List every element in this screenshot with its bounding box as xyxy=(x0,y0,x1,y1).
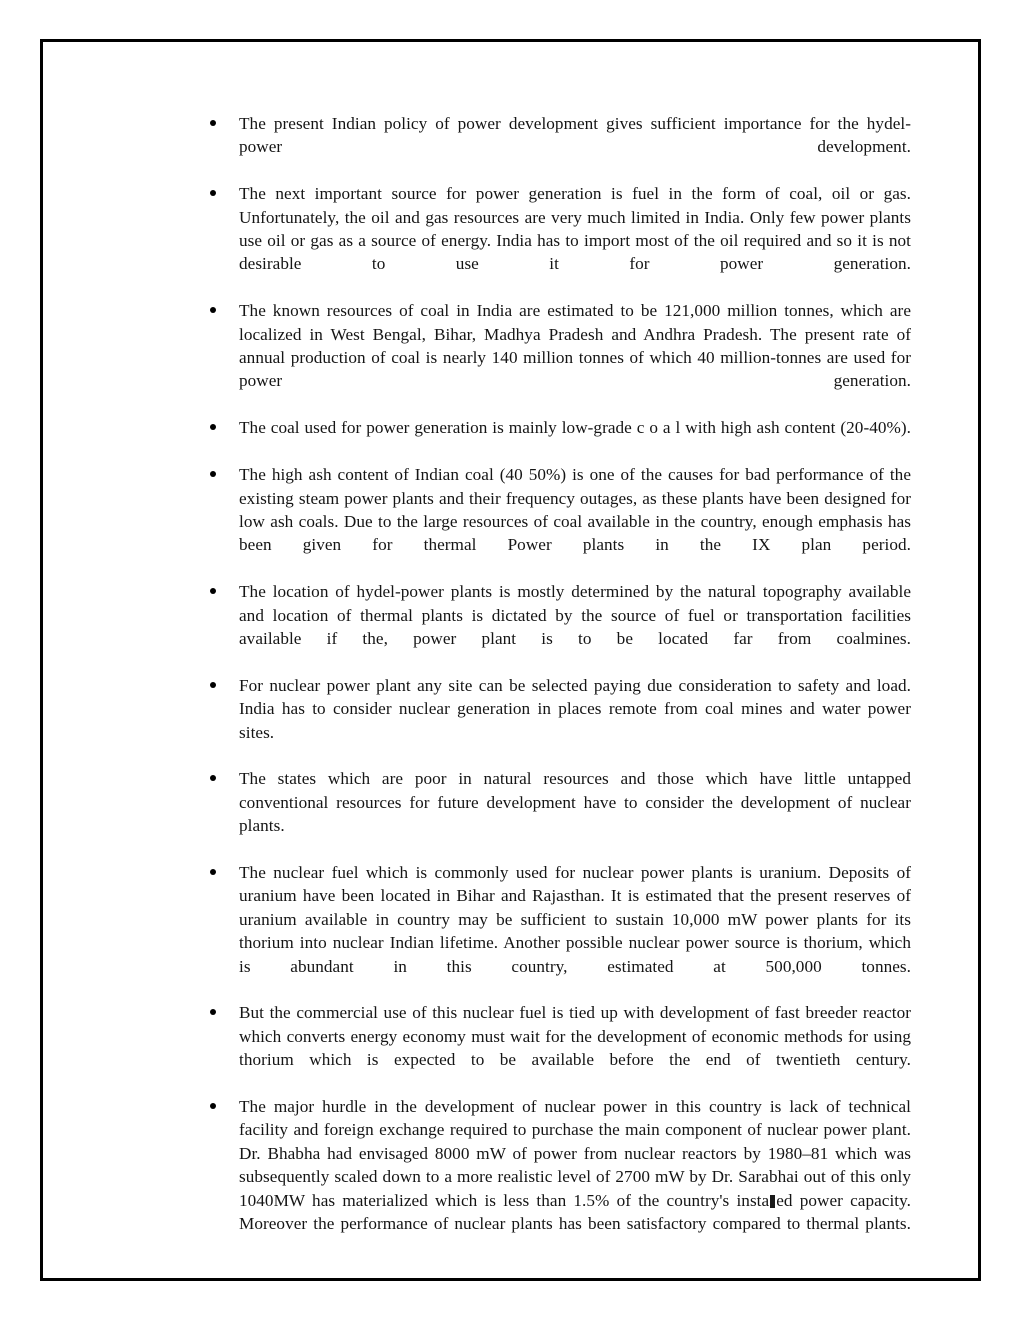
bullet-text: The known resources of coal in India are estimated to be 121,000 million tonnes, which are localized in West Bengal, Bihar, Madhya Pradesh and Andhra Pradesh. The present rate of annual production of coal is nearly 140 million tonnes of which 40 million-tonnes are used for power generation. xyxy=(239,301,911,391)
bullet-text: The next important source for power generation is fuel in the form of coal, oil or gas. Unfortunately, the oil and gas resources are very much limited in India. Only few power plants use oil or gas as a source of energy. India has to import most of the oil required and so it is not desirable to use it for power generation. xyxy=(239,184,911,274)
bullet-text: But the commercial use of this nuclear fuel is tied up with development of fast breeder reactor which converts energy economy must wait for the development of economic methods for using thorium which is expected to be available before the end of twentieth century. xyxy=(239,1003,911,1070)
bullet-text: The location of hydel-power plants is mostly determined by the natural topography available and location of thermal plants is dictated by the source of fuel or transportation facilities available if the, power plant is to be located far from coalmines. xyxy=(239,582,911,648)
list-item xyxy=(205,861,911,1001)
list-item xyxy=(205,112,911,182)
bullet-marker-icon xyxy=(210,112,222,135)
ocr-artifact-block-glyph xyxy=(770,1195,775,1208)
document-body xyxy=(205,112,911,1259)
bullet-text: The nuclear fuel which is commonly used for nuclear power plants is uranium. Deposits of uranium have been located in Bihar and Rajasthan. It is estimated that the present reserves of uranium available in country may be sufficient to sustain 10,000 mW power plants for its thorium into nuclear Indian lifetime. Another possible nuclear power source is thorium, which is abundant in this country, estimated at 500,000 tonnes. xyxy=(239,863,911,976)
bullet-text: For nuclear power plant any site can be selected paying due consideration to safety and load. India has to consider nuclear generation in places remote from coal mines and water power sites. xyxy=(239,675,911,742)
list-item xyxy=(205,182,911,299)
bullet-text xyxy=(239,1095,911,1259)
list-item xyxy=(205,299,911,416)
bullet-text: The states which are poor in natural resources and those which have little untapped conventional resources for future development have to consider the development of nuclear plants. xyxy=(239,769,911,836)
bullet-text: The coal used for power generation is mainly low-grade c o a l with high ash content (20-40%). xyxy=(239,418,911,438)
bullet-marker-icon xyxy=(210,580,222,603)
bullet-marker-icon xyxy=(210,299,222,322)
bullet-marker-icon xyxy=(210,1095,222,1118)
list-item xyxy=(205,463,911,580)
bullet-marker-icon xyxy=(210,767,222,790)
list-item xyxy=(205,1001,911,1095)
list-item xyxy=(205,767,911,861)
bullet-text: The high ash content of Indian coal (40 50%) is one of the causes for bad performance of the existing steam power plants and their frequency outages, as these plants have been designed for low ash coals. Due to the large resources of coal available in the country, enough emphasis has been given for thermal Power plants in the IX plan period. xyxy=(239,465,911,555)
list-item xyxy=(205,580,911,674)
bullet-marker-icon xyxy=(210,463,222,486)
bullet-list xyxy=(205,112,911,1259)
bullet-marker-icon xyxy=(210,416,222,439)
bullet-marker-icon xyxy=(210,1001,222,1024)
list-item xyxy=(205,416,911,463)
bullet-marker-icon xyxy=(210,674,222,697)
bullet-text-segment-after: ed power capacity. Moreover the performance of nuclear plants has been satisfactory compared to thermal plants. xyxy=(239,1190,911,1234)
list-item xyxy=(205,1095,911,1259)
bullet-text: The present Indian policy of power development gives sufficient importance for the hydel-power development. xyxy=(239,114,911,157)
bullet-marker-icon xyxy=(210,861,222,884)
list-item xyxy=(205,674,911,768)
bullet-text-segment-before: The major hurdle in the development of nuclear power in this country is lack of technical facility and foreign exchange required to purchase the main component of nuclear power plant. Dr. Bhabha had envisaged 8000 mW of power from nuclear reactors by 1980–81 which was subsequently scaled down to a more realistic level of 2700 mW by Dr. Sarabhai out of this only 1040MW has materialized which is less than 1.5% of the country's insta xyxy=(239,1097,911,1210)
bullet-marker-icon xyxy=(210,182,222,205)
